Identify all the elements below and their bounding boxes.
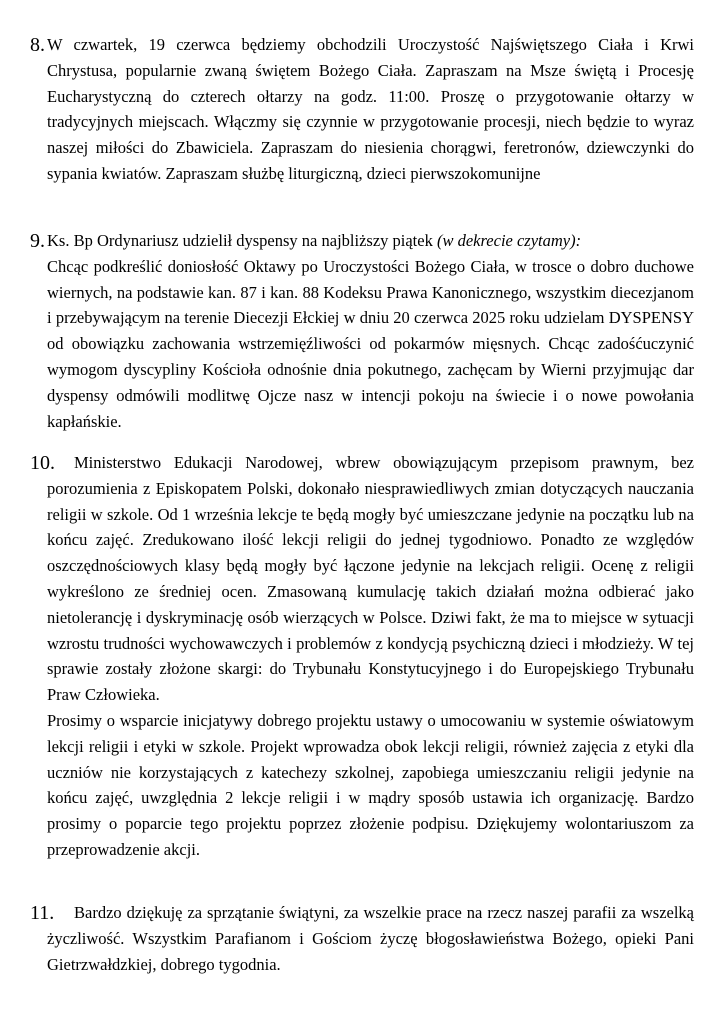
- item-text: [47, 450, 694, 863]
- paragraph: Bardzo dziękuję za sprzątanie świątyni, za wszelkie prace na rzecz naszej parafii za wszelką życzliwość. Wszystkim Parafianom i Gościom życzę błogosławieństwa Bożego, opieki Pani Gietrzwałdzkiej, dobrego tygodnia.: [47, 903, 694, 974]
- paragraph: Ministerstwo Edukacji Narodowej, wbrew obowiązującym przepisom prawnym, bez porozumienia z Episkopatem Polski, dokonało niesprawiedliwych zmian dotyczących nauczania religii w szkole. Od 1 września lekcje te będą mogły być umieszczane jedynie na początku lub na końcu zajęć. Zredukowano ilość lekcji religii do jednej tygodniowo. Ponadto ze względów oszczędnościowych klasy będą mogły być łączone jedynie na lekcjach religii. Ocenę z religii wykreślono ze średniej ocen. Zmasowaną kumulację takich działań można odbierać jako nietolerancję i dyskryminację osób wierzących w Polsce. Dziwi fakt, że ma to miejsce w sytuacji wzrostu trudności wychowawczych i problemów z kondycją psychiczną dzieci i młodzieży. W tej sprawie zostały złożone skargi: do Trybunału Konstytucyjnego i do Europejskiego Trybunału Praw Człowieka.: [47, 453, 694, 705]
- lead-italic: (w dekrecie czytamy):: [436, 231, 582, 250]
- item-text: [47, 32, 694, 187]
- item-number: 8.: [30, 34, 45, 56]
- lead-line: [47, 228, 694, 254]
- paragraph: Chcąc podkreślić doniosłość Oktawy po Uroczystości Bożego Ciała, w trosce o dobro duchowe wiernych, na podstawie kan. 87 i kan. 88 Kodeksu Prawa Kanonicznego, wszystkim diecezjanom i przebywającym na terenie Diecezji Ełckiej w dniu 20 czerwca 2025 roku udzielam DYSPENSY od obowiązku zachowania wstrzemięźliwości od pokarmów mięsnych. Chcąc zadośćuczynić wymogom dyscypliny Kościoła odnośnie dnia pokutnego, zachęcam by Wierni przyjmując dar dyspensy odmówili modlitwę Ojcze nasz w intencji pokoju na świecie i o nowe powołania kapłańskie.: [47, 256, 694, 431]
- paragraph: Prosimy o wsparcie inicjatywy dobrego projektu ustawy o umocowaniu w systemie oświatowym lekcji religii i etyki w szkole. Projekt wprowadza obok lekcji religii, również zajęcia z etyki dla uczniów nie korzystających z katechezy szkolnej, zapobiega umieszczaniu religii jedynie na końcu zajęć, uwzględnia 2 lekcje religii i w mądry sposób ustawia ich organizację. Bardzo prosimy o poparcie tego projektu poprzez złożenie podpisu. Dziękujemy wolontariuszom za przeprowadzenie akcji.: [47, 710, 694, 859]
- item-number: 10.: [30, 452, 55, 474]
- lead-text: Ks. Bp Ordynariusz udzielił dyspensy na najbliższy piątek: [47, 231, 437, 250]
- paragraph: W czwartek, 19 czerwca będziemy obchodzili Uroczystość Najświętszego Ciała i Krwi Chrystusa, popularnie zwaną świętem Bożego Ciała. Zapraszam na Msze świętą i Procesję Eucharystyczną do czterech ołtarzy na godz. 11:00. Proszę o przygotowanie ołtarzy w tradycyjnych miejscach. Włączmy się czynnie w przygotowanie procesji, niech będzie to wyraz naszej miłości do Zbawiciela. Zapraszam do niesienia chorągwi, feretronów, dziewczynki do sypania kwiatów. Zapraszam służbę liturgiczną, dzieci pierwszokomunijne: [47, 35, 694, 183]
- item-text: [47, 900, 694, 977]
- item-text: [47, 228, 694, 434]
- item-number: 9.: [30, 230, 45, 252]
- item-number: 11.: [30, 902, 55, 924]
